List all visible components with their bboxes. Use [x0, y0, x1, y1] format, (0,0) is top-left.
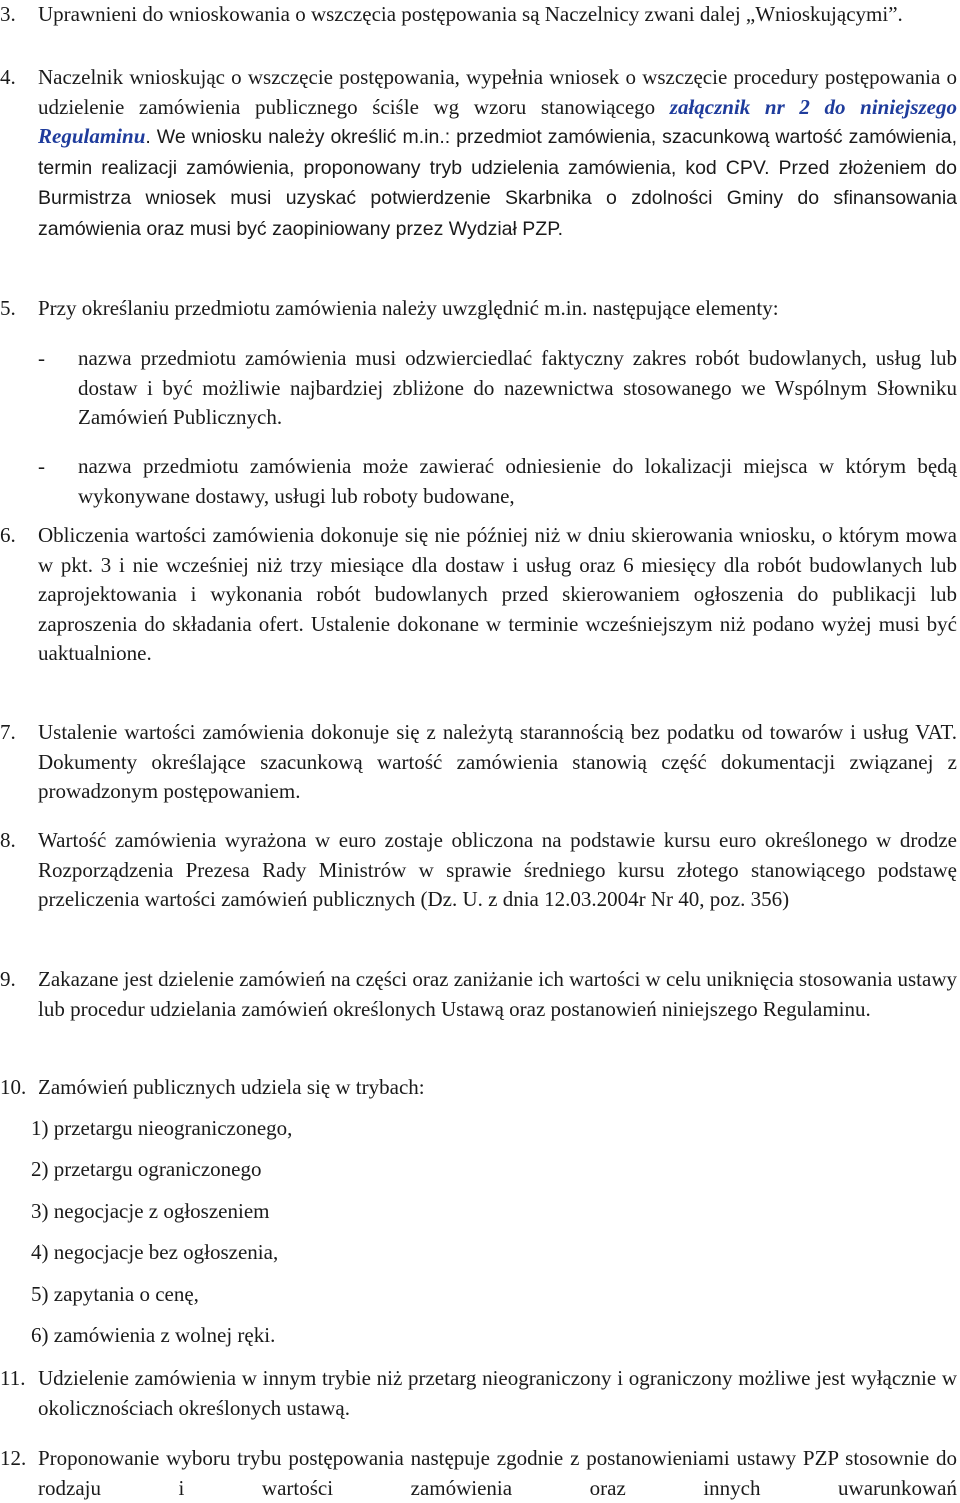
- procedure-mode-item: 4) negocjacje bez ogłoszenia,: [31, 1240, 279, 1264]
- attachment-reference-link[interactable]: załącznik nr 2 do niniejszego Regulaminu: [38, 94, 957, 148]
- paragraph-text: Wartość zamówienia wyrażona w euro zostaje obliczona na podstawie kursu euro określonego w drodze Rozporządzenia Prezesa Rady Ministrów w sprawie średniego kursu złotego stanowiącego podstawę przeliczenia wartości zamówień publicznych (Dz. U. z dnia 12.03.2004r Nr 40, poz. 356): [38, 828, 957, 911]
- paragraph-text: [38, 63, 957, 244]
- paragraph-number: 4.: [0, 65, 16, 89]
- paragraph-text: Przy określaniu przedmiotu zamówienia należy uwzględnić m.in. następujące elementy:: [38, 296, 779, 320]
- paragraph-text: Obliczenia wartości zamówienia dokonuje się nie później niż w dniu skierowania wniosku, o którym mowa w pkt. 3 i nie wcześniej niż trzy miesiące dla dostaw i usług oraz 6 miesięcy dla robót budowlanych lub zaprojektowania i wykonania robót budowlanych przed skierowaniem ogłoszenia do publikacji lub zaproszenia do składania ofert. Ustalenie dokonane w terminie wcześniejszym niż podano wyżej musi być uaktualnione.: [38, 523, 957, 665]
- paragraph-text: Ustalenie wartości zamówienia dokonuje się z należytą starannością bez podatku od towarów i usług VAT. Dokumenty określające szacunkową wartość zamówienia stanowią część dokumentacji związanej z prowadzonym postępowaniem.: [38, 720, 957, 803]
- paragraph-text-part: Naczelnik wnioskując o wszczęcie postępowania, wypełnia wniosek o wszczęcie procedury postępowania o udzielenie zamówienia publicznego ściśle wg wzoru stanowiącego: [38, 65, 957, 119]
- paragraph-number: 12.: [0, 1446, 27, 1470]
- paragraph-text: Zakazane jest dzielenie zamówień na części oraz zaniżanie ich wartości w celu uniknięcia stosowania ustawy lub procedur udzielania zamówień określonych Ustawą oraz postanowień niniejszego Regulaminu.: [38, 967, 957, 1021]
- bullet-dash: -: [38, 454, 45, 478]
- paragraph-number: 11.: [0, 1366, 26, 1390]
- procedure-mode-item: 1) przetargu nieograniczonego,: [31, 1116, 293, 1140]
- procedure-mode-item: 6) zamówienia z wolnej ręki.: [31, 1323, 276, 1347]
- paragraph-text: Uprawnieni do wnioskowania o wszczęcia postępowania są Naczelnicy zwani dalej „Wnioskującymi”.: [38, 2, 903, 26]
- procedure-mode-item: 5) zapytania o cenę,: [31, 1282, 199, 1306]
- paragraph-number: 7.: [0, 720, 16, 744]
- paragraph-text: Udzielenie zamówienia w innym trybie niż przetarg nieograniczony i ograniczony możliwe jest wyłącznie w okolicznościach określonych ustawą.: [38, 1366, 957, 1420]
- paragraph-text: Proponowanie wyboru trybu postępowania następuje zgodnie z postanowieniami ustawy PZP stosownie do rodzaju i wartości zamówienia oraz innych uwarunkowań: [38, 1446, 957, 1500]
- paragraph-number: 10.: [0, 1075, 27, 1099]
- bullet-dash: -: [38, 346, 45, 370]
- paragraph-number: 6.: [0, 523, 16, 547]
- procedure-mode-item: 2) przetargu ograniczonego: [31, 1157, 262, 1181]
- paragraph-text: Zamówień publicznych udziela się w trybach:: [38, 1075, 425, 1099]
- bullet-text: nazwa przedmiotu zamówienia może zawierać odniesienie do lokalizacji miejsca w którym będą wykonywane dostawy, usługi lub roboty budowane,: [78, 454, 957, 508]
- paragraph-number: 9.: [0, 967, 16, 991]
- paragraph-number: 8.: [0, 828, 16, 852]
- procedure-mode-item: 3) negocjacje z ogłoszeniem: [31, 1199, 270, 1223]
- bullet-text: nazwa przedmiotu zamówienia musi odzwierciedlać faktyczny zakres robót budowlanych, usług lub dostaw i być możliwie najbardziej zbliżone do nazewnictwa stosowanego we Wspólnym Słowniku Zamówień Publicznych.: [78, 346, 957, 429]
- paragraph-number: 3.: [0, 2, 16, 26]
- paragraph-number: 5.: [0, 296, 16, 320]
- paragraph-text-part: . We wniosku należy określić m.in.: przedmiot zamówienia, szacunkową wartość zamówienia, termin realizacji zamówienia, proponowany tryb udzielenia zamówienia, kod CPV. Przed złożeniem do Burmistrza wniosek musi uzyskać potwierdzenie Skarbnika o zdolności Gminy do sfinansowania zamówienia oraz musi być zaopiniowany przez Wydział PZP.: [38, 126, 957, 240]
